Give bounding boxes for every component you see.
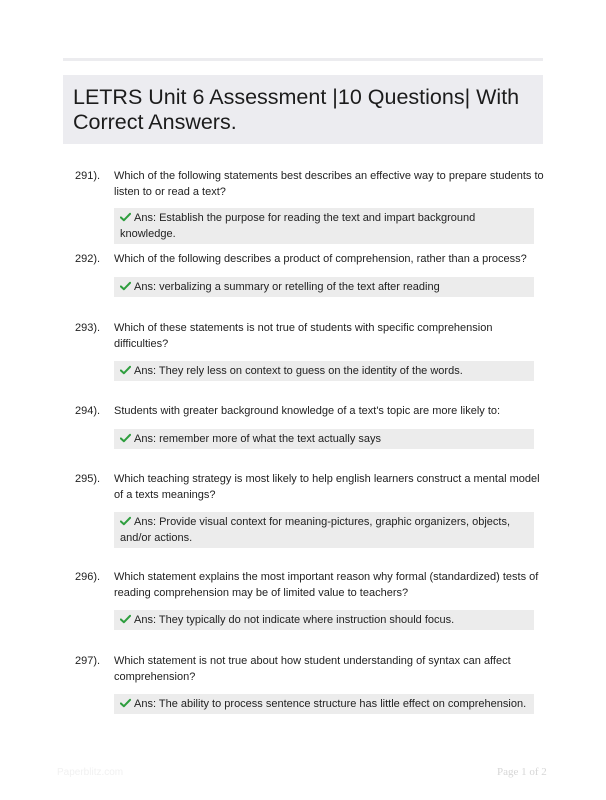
- answer-text: Ans: Establish the purpose for reading the text and impart background knowledge.: [120, 212, 476, 240]
- answer-box: [114, 361, 534, 381]
- document-title: LETRS Unit 6 Assessment |10 Questions| With Correct Answers.: [73, 85, 520, 134]
- answer-box: [114, 512, 534, 548]
- check-icon: [120, 614, 131, 624]
- question-text: Which statement explains the most important reason why formal (standardized) tests of reading comprehension may be of limited value to teachers?: [114, 571, 539, 599]
- title-banner: [63, 75, 543, 144]
- answer-box: [114, 277, 534, 297]
- question-text: Which teaching strategy is most likely to help english learners construct a mental model of a texts meanings?: [114, 473, 540, 501]
- top-divider: [63, 58, 543, 61]
- answer-text: Ans: Provide visual context for meaning-pictures, graphic organizers, objects, and/or actions.: [120, 516, 511, 544]
- check-icon: [120, 698, 131, 708]
- check-icon: [120, 365, 131, 375]
- question-number: 297).: [75, 655, 101, 667]
- question-number: 296).: [75, 571, 101, 583]
- check-icon: [120, 516, 131, 526]
- question-number: 295).: [75, 473, 101, 485]
- page-indicator: Page 1 of 2: [497, 766, 547, 778]
- question-number: 294).: [75, 405, 101, 417]
- question-number: 293).: [75, 322, 101, 334]
- answer-text: Ans: verbalizing a summary or retelling of the text after reading: [134, 281, 440, 293]
- footer-watermark: Paperblitz.com: [57, 767, 124, 778]
- question-text: Which of these statements is not true of students with specific comprehension difficulties?: [114, 322, 493, 350]
- answer-box: [114, 610, 534, 630]
- check-icon: [120, 433, 131, 443]
- answer-text: Ans: remember more of what the text actually says: [134, 433, 381, 445]
- question-text: Which of the following statements best describes an effective way to prepare students to listen to or read a text?: [114, 170, 544, 198]
- answer-box: [114, 208, 534, 244]
- answer-box: [114, 694, 534, 714]
- question-number: 291).: [75, 170, 101, 182]
- question-text: Which statement is not true about how student understanding of syntax can affect comprehension?: [114, 655, 511, 683]
- check-icon: [120, 212, 131, 222]
- answer-text: Ans: They rely less on context to guess on the identity of the words.: [134, 365, 463, 377]
- check-icon: [120, 281, 131, 291]
- question-text: Which of the following describes a product of comprehension, rather than a process?: [114, 253, 527, 265]
- question-number: 292).: [75, 253, 101, 265]
- answer-text: Ans: The ability to process sentence structure has little effect on comprehension.: [134, 698, 527, 710]
- answer-box: [114, 429, 534, 449]
- answer-text: Ans: They typically do not indicate where instruction should focus.: [134, 614, 455, 626]
- question-text: Students with greater background knowledge of a text's topic are more likely to:: [114, 405, 501, 417]
